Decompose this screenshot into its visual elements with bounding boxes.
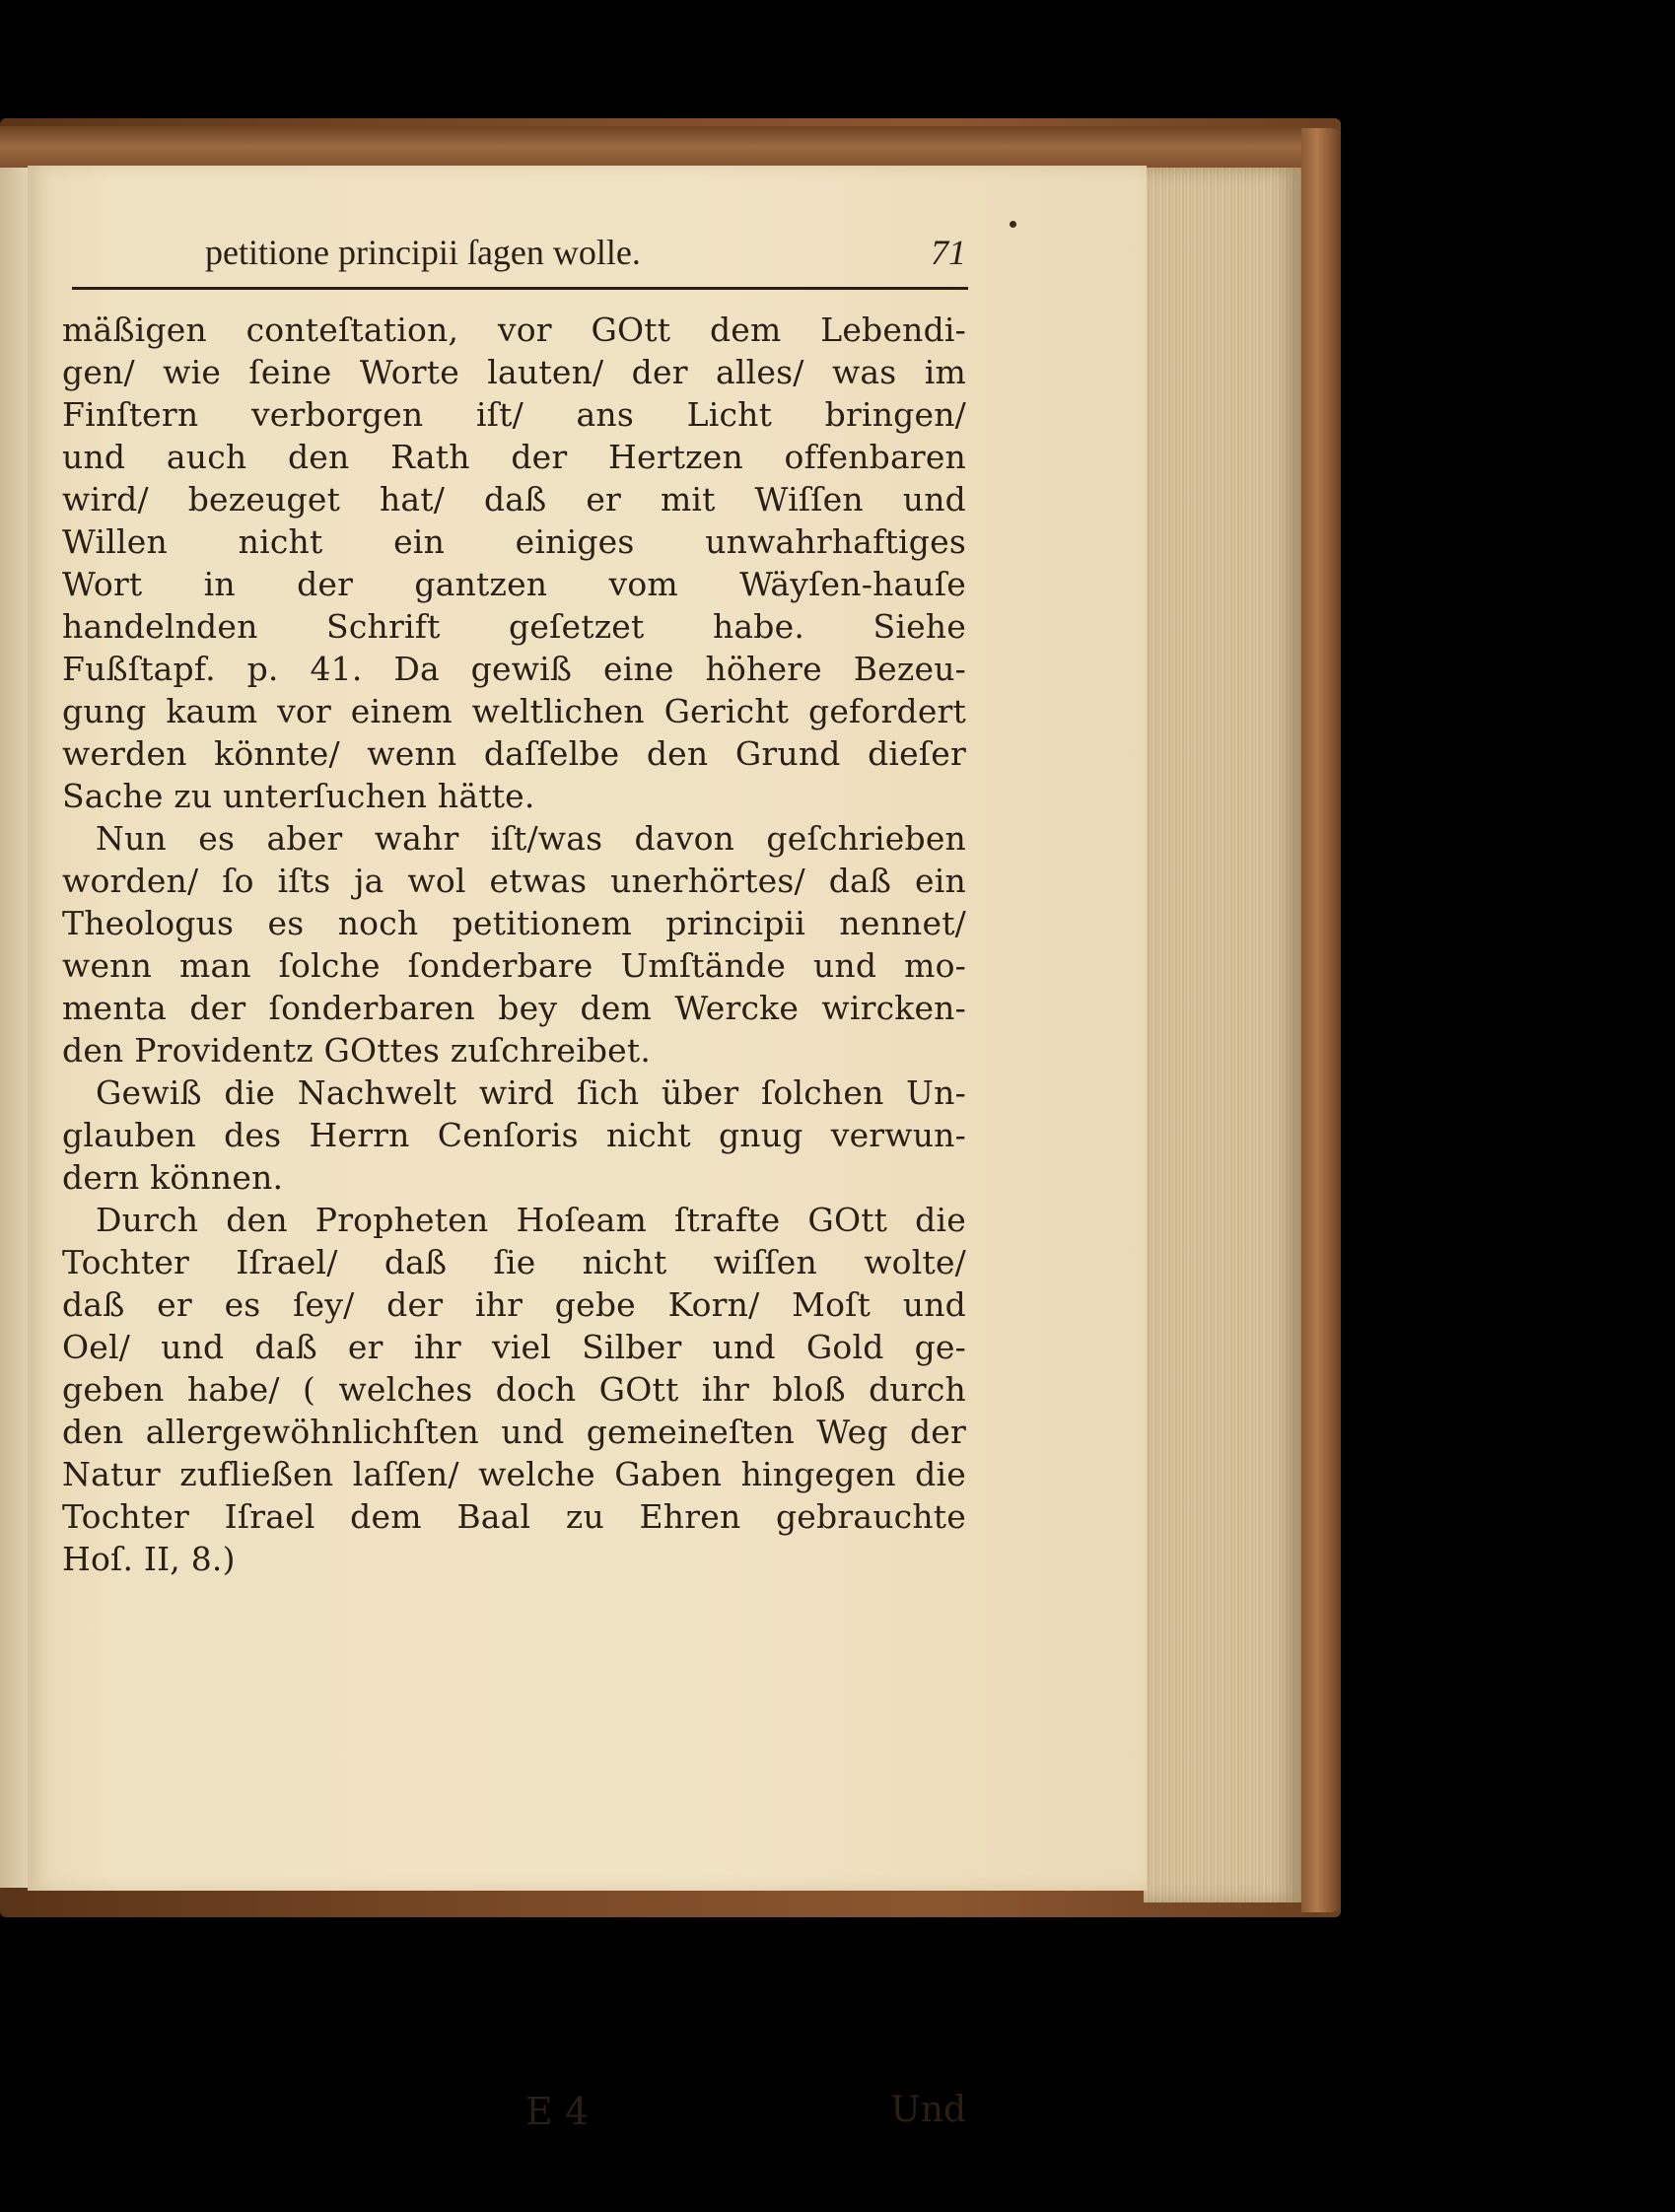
cover-right-edge	[1301, 128, 1341, 1912]
text-line: Tochter Iſrael dem Baal zu Ehren gebrauchte	[62, 1497, 966, 1536]
text-line: Finſtern verborgen iſt/ ans Licht bringen/	[62, 395, 966, 434]
text-line: handelnden Schrift geſetzet habe. Siehe	[62, 607, 966, 646]
signature-mark: E 4	[525, 2090, 589, 2133]
text-line: Natur zufließen laſſen/ welche Gaben hingegen die	[62, 1455, 966, 1493]
page-footer	[62, 2090, 966, 2149]
text-line: Willen nicht ein einiges unwahrhaftiges	[62, 522, 966, 561]
text-line: daß er es ſey/ der ihr gebe Korn/ Moſt und	[62, 1285, 966, 1324]
text-line: Wort in der gantzen vom Wäyſen-hauſe	[62, 565, 966, 603]
text-line: Fußſtapf. p. 41. Da gewiß eine höhere Bezeu-	[62, 650, 966, 688]
text-line: mäßigen conteſtation, vor GOtt dem Lebendi-	[62, 311, 966, 349]
text-line: werden könnte/ wenn daſſelbe den Grund dieſer	[62, 734, 966, 773]
text-line: gen/ wie ſeine Worte lauten/ der alles/ was im	[62, 353, 966, 391]
page-number: 71	[931, 233, 966, 272]
text-line: Theologus es noch petitionem principii nennet/	[62, 904, 966, 942]
catchword: Und	[890, 2090, 966, 2130]
text-line: Tochter Iſrael/ daß ſie nicht wiſſen wolte/	[62, 1243, 966, 1281]
body-text	[62, 309, 966, 1580]
running-head	[62, 232, 966, 281]
text-line: den allergewöhnlichſten und gemeineſten Weg der	[62, 1413, 966, 1451]
text-line: Nun es aber wahr iſt/was davon geſchrieben	[96, 819, 966, 858]
text-line: glauben des Herrn Cenſoris nicht gnug verwun-	[62, 1116, 966, 1154]
facing-page-edge	[0, 168, 30, 1888]
text-line: geben habe/ ( welches doch GOtt ihr bloß durch	[62, 1370, 966, 1409]
text-line: gung kaum vor einem weltlichen Gericht gefordert	[62, 692, 966, 730]
text-line: Gewiß die Nachwelt wird ſich über ſolchen Un-	[96, 1073, 966, 1112]
text-line: und auch den Rath der Hertzen offenbaren	[62, 438, 966, 476]
text-line: Oel/ und daß er ihr viel Silber und Gold ge-	[62, 1328, 966, 1366]
text-line: wird/ bezeuget hat/ daß er mit Wiſſen und	[62, 480, 966, 518]
head-rule	[72, 287, 968, 290]
text-line: Hoſ. II, 8.)	[62, 1540, 236, 1578]
page-text-block	[62, 232, 966, 2133]
running-title: petitione principii ſagen wolle.	[205, 233, 641, 272]
text-line: Sache zu unterſuchen hätte.	[62, 777, 535, 815]
text-line: dern können.	[62, 1158, 284, 1197]
text-line: worden/ ſo iſts ja wol etwas unerhörtes/ daß ein	[62, 862, 966, 900]
text-line: wenn man ſolche ſonderbare Umſtände und mo-	[62, 946, 966, 985]
text-line: menta der ſonderbaren bey dem Wercke wircken-	[62, 989, 966, 1027]
page-fore-edge	[1144, 168, 1301, 1902]
paper-speck	[1010, 221, 1016, 228]
text-line: Durch den Propheten Hoſeam ſtrafte GOtt die	[96, 1201, 966, 1239]
text-line: den Providentz GOttes zuſchreibet.	[62, 1031, 652, 1070]
